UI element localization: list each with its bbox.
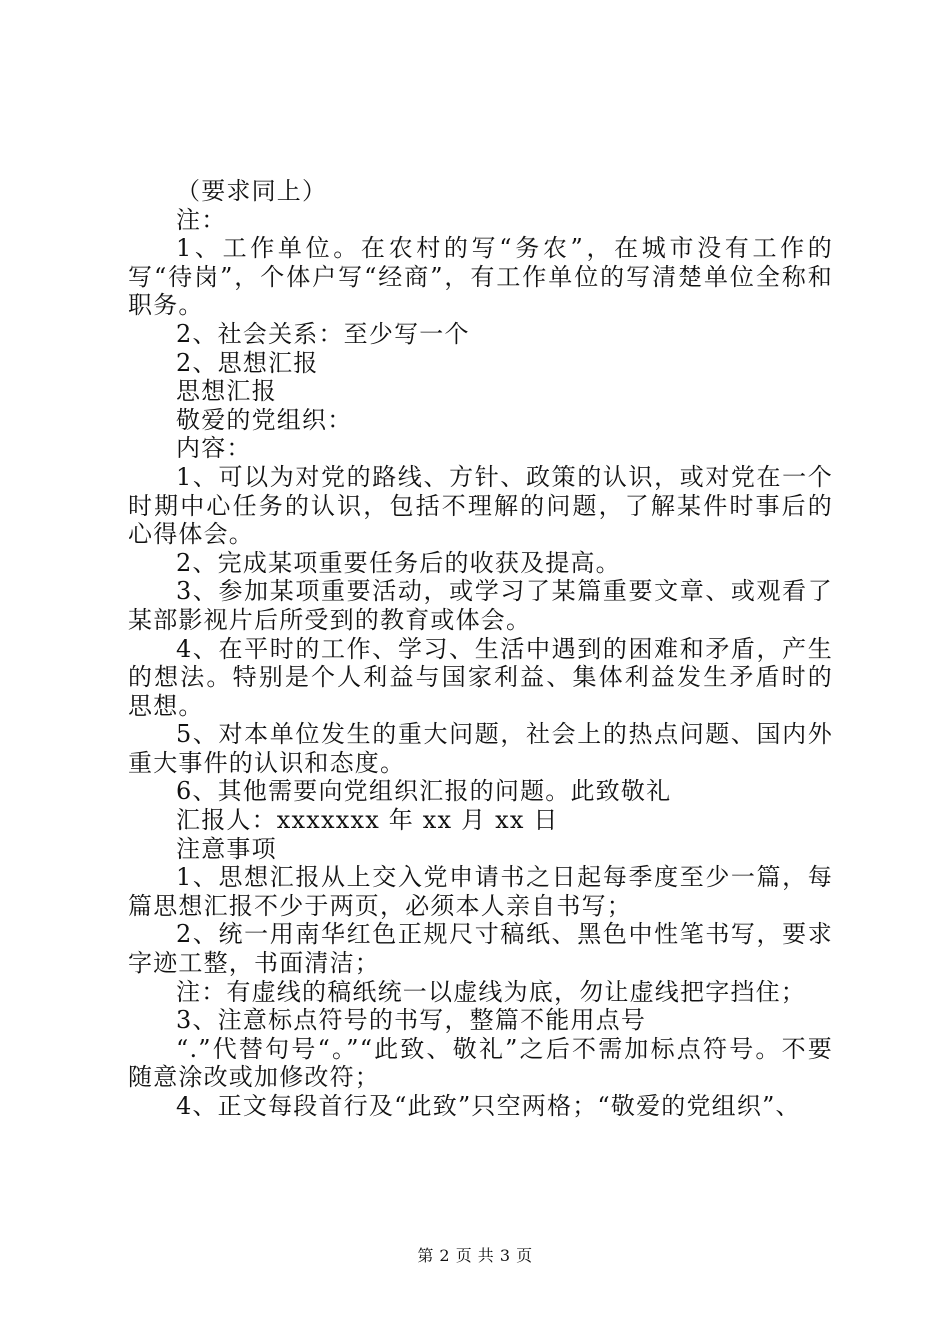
paragraph-content-4: 4、在平时的工作、学习、生活中遇到的困难和矛盾，产生的想法。特别是个人利益与国家利益、集体利益发生矛盾时的思想。 xyxy=(128,634,833,720)
paragraph-requirement-note: （要求同上） xyxy=(176,177,328,205)
paragraph-work-unit: 1、工作单位。在农村的写“务农”，在城市没有工作的写“待岗”，个体户写“经商”，有工作单位的写清楚单位全称和职务。 xyxy=(128,234,833,320)
paragraph-notes-3-continued: “.”代替句号“。”“此致、敬礼”之后不需加标点符号。不要随意涂改或加修改符； xyxy=(128,1034,833,1092)
paragraph-content-2: 2、完成某项重要任务后的收获及提高。 xyxy=(176,548,621,577)
page-footer: 第 2 页 共 3 页 xyxy=(417,1246,533,1265)
paragraph-thought-report-title: 思想汇报 xyxy=(176,377,277,406)
paragraph-note-heading: 注： xyxy=(176,205,227,234)
paragraph-content-1: 1、可以为对党的路线、方针、政策的认识，或对党在一个时期中心任务的认识，包括不理解的问题，了解某件时事后的心得体会。 xyxy=(128,462,833,549)
paragraph-notes-3: 3、注意标点符号的书写，整篇不能用点号 xyxy=(176,1006,647,1035)
paragraph-notes-2: 2、统一用南华红色正规尺寸稿纸、黑色中性笔书写，要求字迹工整，书面清洁； xyxy=(128,920,833,978)
paragraph-notes-dashed-line: 注：有虚线的稿纸统一以虚线为底，勿让虚线把字挡住； xyxy=(176,977,806,1006)
paragraph-notes-heading: 注意事项 xyxy=(176,834,277,863)
paragraph-content-3: 3、参加某项重要活动，或学习了某篇重要文章、或观看了某部影视片后所受到的教育或体会。 xyxy=(128,577,833,634)
paragraph-social-relations: 2、社会关系：至少写一个 xyxy=(176,319,470,348)
paragraph-reporter-date: 汇报人：xxxxxxx 年 xx 月 xx 日 xyxy=(176,806,559,835)
paragraph-content-5: 5、对本单位发生的重大问题，社会上的热点问题、国内外重大事件的认识和态度。 xyxy=(128,720,833,777)
paragraph-notes-4: 4、正文每段首行及“此致”只空两格；“敬爱的党组织”、 xyxy=(176,1092,801,1120)
paragraph-thought-report-item: 2、思想汇报 xyxy=(176,348,319,377)
paragraph-content-heading: 内容： xyxy=(176,434,252,463)
paragraph-content-6: 6、其他需要向党组织汇报的问题。此致敬礼 xyxy=(176,777,672,806)
paragraph-salutation: 敬爱的党组织： xyxy=(176,405,353,434)
paragraph-notes-1: 1、思想汇报从上交入党申请书之日起每季度至少一篇，每篇思想汇报不少于两页，必须本人亲自书写； xyxy=(128,863,833,920)
document-body xyxy=(128,177,833,1121)
